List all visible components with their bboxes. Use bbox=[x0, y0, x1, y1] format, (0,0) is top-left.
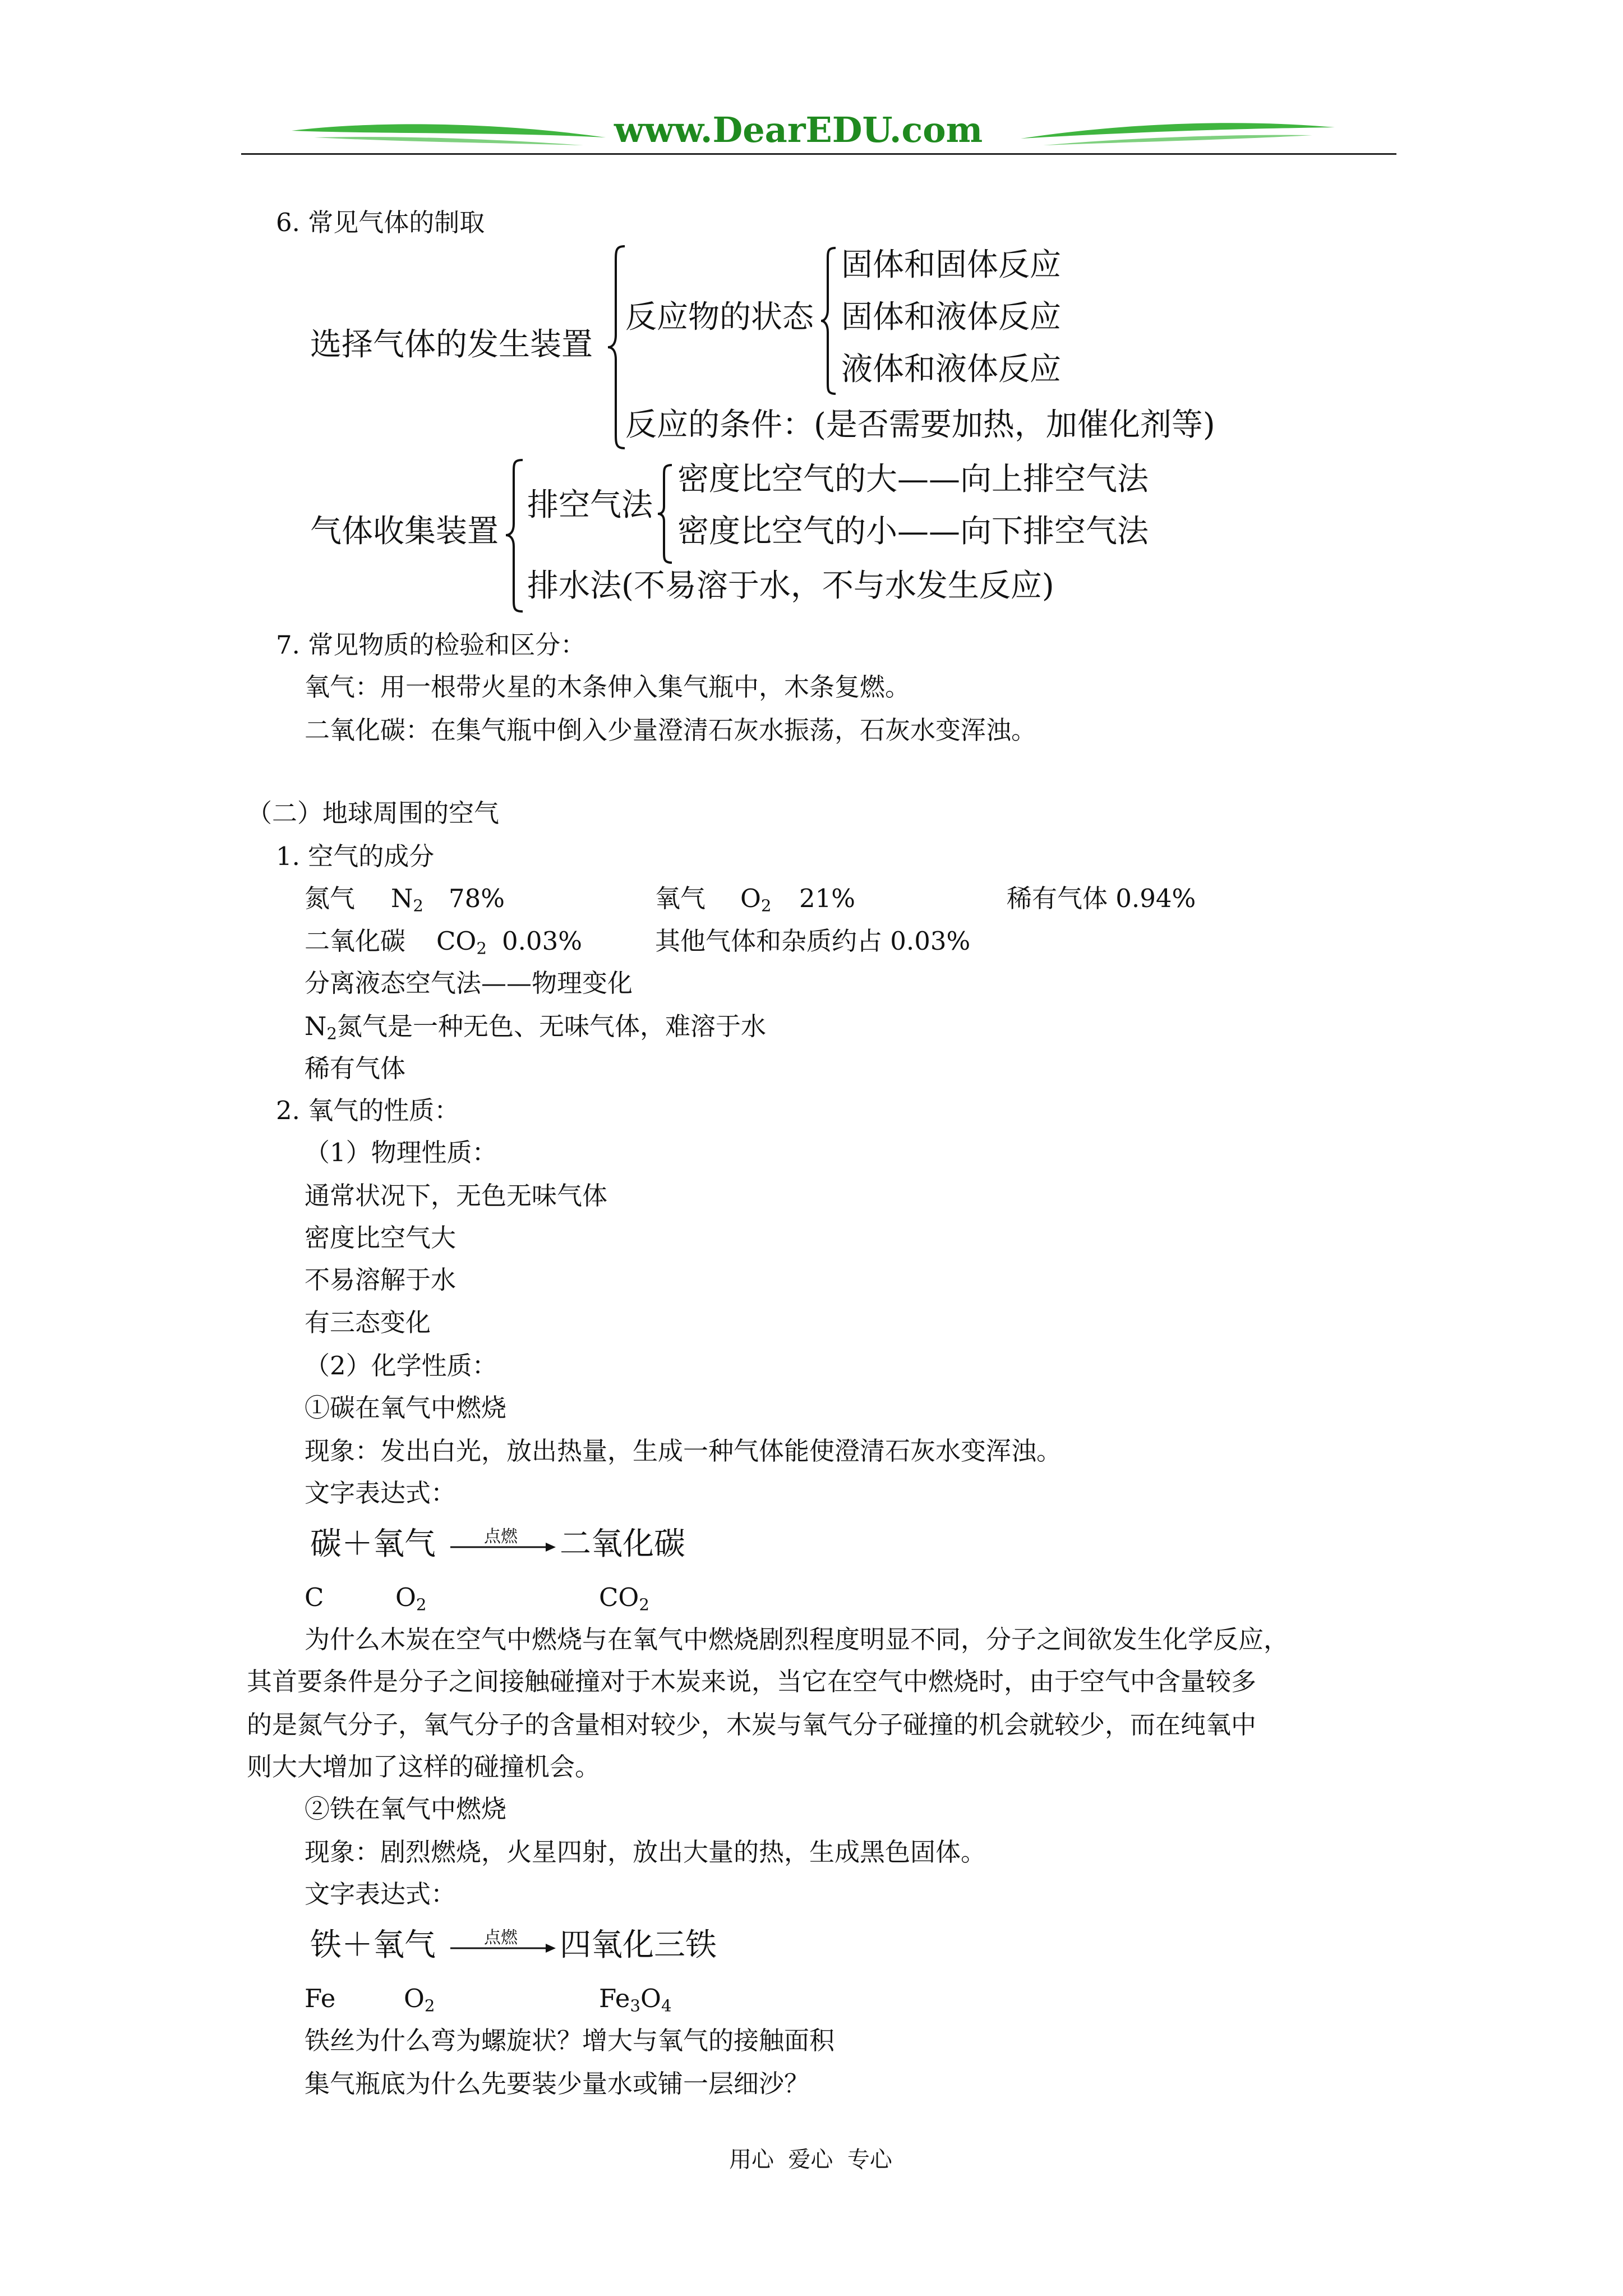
para-line: 则大大增加了这样的碰撞机会。 bbox=[247, 1752, 601, 1782]
section7-line: 氧气：用一根带火星的木条伸入集气瓶中，木条复燃。 bbox=[305, 672, 911, 702]
carbon-symbol: C bbox=[305, 1582, 324, 1612]
brace-icon bbox=[656, 464, 675, 564]
collect-device-label: 气体收集装置 bbox=[310, 513, 499, 550]
air-method-item: 密度比空气的大——向上排空气法 bbox=[677, 461, 1149, 498]
header-logo bbox=[292, 109, 1346, 154]
carbon-eq-right: 二氧化碳 bbox=[560, 1526, 685, 1562]
carbon-phenomenon: 现象：发出白光，放出热量，生成一种气体能使澄清石灰水变浑浊。 bbox=[305, 1436, 1062, 1466]
phys-item: 有三态变化 bbox=[305, 1308, 431, 1337]
n2-formula: $N_2$ bbox=[391, 884, 423, 915]
n2-desc: 氮气是一种无色、无味气体，难溶于水 bbox=[337, 1011, 767, 1041]
word-equation-label: 文字表达式： bbox=[305, 1879, 457, 1909]
air-method-label: 排空气法 bbox=[527, 487, 653, 523]
phys-item: 密度比空气大 bbox=[305, 1223, 457, 1253]
fe3o4-symbol-text: Fe bbox=[599, 1984, 630, 2013]
co2-name: 二氧化碳 bbox=[305, 926, 406, 956]
arrow-icon bbox=[450, 1525, 557, 1564]
gen-device-label: 选择气体的发生装置 bbox=[310, 326, 593, 363]
carbon-eq-left: 碳＋氧气 bbox=[310, 1526, 436, 1562]
question-line: 集气瓶底为什么先要装少量水或铺一层细沙？ bbox=[305, 2069, 810, 2099]
reaction-condition: 反应的条件：(是否需要加热，加催化剂等) bbox=[625, 407, 1215, 443]
section7-title: 7. 常见物质的检验和区分： bbox=[276, 630, 586, 660]
oxygen-symbol-text: O bbox=[395, 1582, 416, 1612]
rare-line: 稀有气体 bbox=[305, 1053, 406, 1083]
state-item: 液体和液体反应 bbox=[841, 351, 1061, 388]
phys-item: 通常状况下，无色无味气体 bbox=[305, 1181, 608, 1211]
part2-title: （二）地球周围的空气 bbox=[247, 798, 500, 828]
iron-eq-right: 四氧化三铁 bbox=[560, 1927, 717, 1963]
rare-gas: 稀有气体 0.94% bbox=[1007, 884, 1196, 913]
section7-line: 二氧化碳：在集气瓶中倒入少量澄清石灰水振荡，石灰水变浑浊。 bbox=[305, 715, 1037, 745]
o2-pct: 21% bbox=[799, 884, 856, 913]
logo-swoosh-right-icon bbox=[1021, 115, 1335, 154]
co2-pct: 0.03% bbox=[502, 926, 582, 956]
water-method: 排水法(不易溶于水，不与水发生反应) bbox=[527, 568, 1054, 604]
n2-desc-line: $N_2$氮气是一种无色、无味气体，难溶于水 bbox=[305, 1011, 767, 1043]
logo-swoosh-left-icon bbox=[292, 115, 606, 154]
word-equation-label: 文字表达式： bbox=[305, 1478, 457, 1508]
o2-formula: $O_2$ bbox=[740, 884, 772, 915]
para-line: 的是氮气分子，氧气分子的含量相对较少，木炭与氧气分子碰撞的机会就较少，而在纯氧中 bbox=[247, 1710, 1257, 1740]
brace-icon bbox=[819, 247, 839, 395]
iron-symbol: Fe bbox=[305, 1984, 336, 2013]
phys-title: （1）物理性质： bbox=[305, 1138, 497, 1167]
iron-eq-left: 铁＋氧气 bbox=[310, 1927, 436, 1963]
iron-title: ②铁在氧气中燃烧 bbox=[305, 1794, 507, 1824]
header-rule bbox=[241, 153, 1396, 155]
logo-text: www.DearEDU.com bbox=[614, 109, 983, 150]
arrow-icon bbox=[450, 1926, 557, 1965]
oxygen-symbol: $O_2$ bbox=[404, 1984, 435, 2016]
section6-title: 6. 常见气体的制取 bbox=[276, 208, 485, 237]
phys-item: 不易溶解于水 bbox=[305, 1265, 457, 1295]
oxygen-symbol: $O_2$ bbox=[395, 1582, 427, 1614]
other-gas: 其他气体和杂质约占 0.03% bbox=[655, 926, 971, 956]
chem-title: （2）化学性质： bbox=[305, 1351, 497, 1381]
co2-formula: $CO_2$ bbox=[436, 926, 487, 958]
co2-symbol-text: CO bbox=[599, 1582, 639, 1612]
reactant-state-label: 反应物的状态 bbox=[625, 299, 814, 335]
reaction-arrow bbox=[450, 1926, 557, 1965]
s2-title: 2. 氧气的性质： bbox=[276, 1096, 460, 1125]
n2-name: 氮气 bbox=[305, 884, 356, 913]
brace-icon bbox=[606, 245, 628, 450]
separation-line: 分离液态空气法——物理变化 bbox=[305, 968, 633, 998]
air-method-item: 密度比空气的小——向下排空气法 bbox=[677, 513, 1149, 550]
state-item: 固体和液体反应 bbox=[841, 299, 1061, 335]
reaction-arrow bbox=[450, 1525, 557, 1564]
para-line: 为什么木炭在空气中燃烧与在氧气中燃烧剧烈程度明显不同，分子之间欲发生化学反应， bbox=[305, 1625, 1289, 1654]
o2-name: 氧气 bbox=[655, 884, 706, 913]
brace-icon bbox=[504, 459, 526, 613]
arrow-label: 点燃 bbox=[484, 1928, 518, 1948]
s1-title: 1. 空气的成分 bbox=[276, 841, 435, 871]
footer-text: 用心 爱心 专心 bbox=[729, 2147, 892, 2173]
question-line: 铁丝为什么弯为螺旋状？增大与氧气的接触面积 bbox=[305, 2026, 835, 2055]
n2-pct: 78% bbox=[449, 884, 505, 913]
co2-symbol: $CO_2$ bbox=[599, 1582, 649, 1614]
fe3o4-symbol: $Fe_3O_4$ bbox=[599, 1984, 672, 2016]
iron-phenomenon: 现象：剧烈燃烧，火星四射，放出大量的热，生成黑色固体。 bbox=[305, 1837, 986, 1867]
arrow-label: 点燃 bbox=[484, 1527, 518, 1547]
oxygen-symbol-text: O bbox=[404, 1984, 425, 2013]
carbon-title: ①碳在氧气中燃烧 bbox=[305, 1393, 507, 1423]
state-item: 固体和固体反应 bbox=[841, 247, 1061, 283]
para-line: 其首要条件是分子之间接触碰撞对于木炭来说，当它在空气中燃烧时，由于空气中含量较多 bbox=[247, 1667, 1257, 1696]
